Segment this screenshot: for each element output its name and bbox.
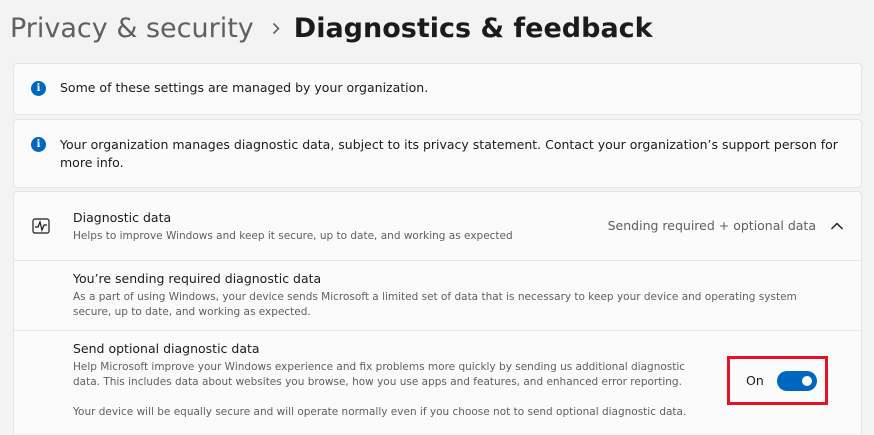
chevron-right-icon [272, 22, 280, 35]
breadcrumb-parent-link[interactable]: Privacy & security [10, 12, 254, 44]
required-data-section [14, 260, 861, 331]
required-data-title: You’re sending required diagnostic data [73, 271, 322, 286]
page-title: Diagnostics & feedback [293, 12, 653, 44]
diagnostic-data-status: Sending required + optional data [607, 218, 816, 233]
chevron-up-icon[interactable] [830, 221, 844, 231]
toggle-knob [802, 376, 812, 386]
pulse-icon [32, 218, 50, 234]
diagnostic-data-subtitle: Helps to improve Windows and keep it secure, up to date, and working as expected [73, 230, 513, 242]
org-notice-line2: more info. [60, 155, 124, 170]
breadcrumb [10, 8, 653, 48]
optional-data-toggle[interactable] [777, 371, 817, 391]
info-icon: i [31, 81, 46, 96]
required-data-desc-line1: As a part of using Windows, your device sends Microsoft a limited set of data that is necessary to keep your device and operating system [73, 291, 797, 303]
optional-toggle-label: On [746, 373, 764, 388]
diagnostic-data-header[interactable] [14, 192, 861, 261]
org-notice [13, 119, 862, 188]
optional-data-title: Send optional diagnostic data [73, 341, 260, 356]
optional-data-note: Your device will be equally secure and will operate normally even if you choose not to send optional diagnostic data. [73, 406, 687, 418]
optional-data-desc-line2: data. This includes data about websites you browse, how you use apps and features, and enhanced error reporting. [73, 376, 682, 388]
managed-notice [13, 63, 862, 115]
managed-notice-text: Some of these settings are managed by your organization. [60, 80, 429, 95]
org-notice-line1: Your organization manages diagnostic data, subject to its privacy statement. Contact your organization’s support person for [60, 137, 838, 152]
diagnostic-data-title: Diagnostic data [73, 210, 172, 225]
info-icon: i [31, 137, 46, 152]
optional-data-desc-line1: Help Microsoft improve your Windows experience and fix problems more quickly by sending us additional diagnostic [73, 361, 686, 373]
required-data-desc-line2: secure, up to date, and working as expected. [73, 306, 311, 318]
